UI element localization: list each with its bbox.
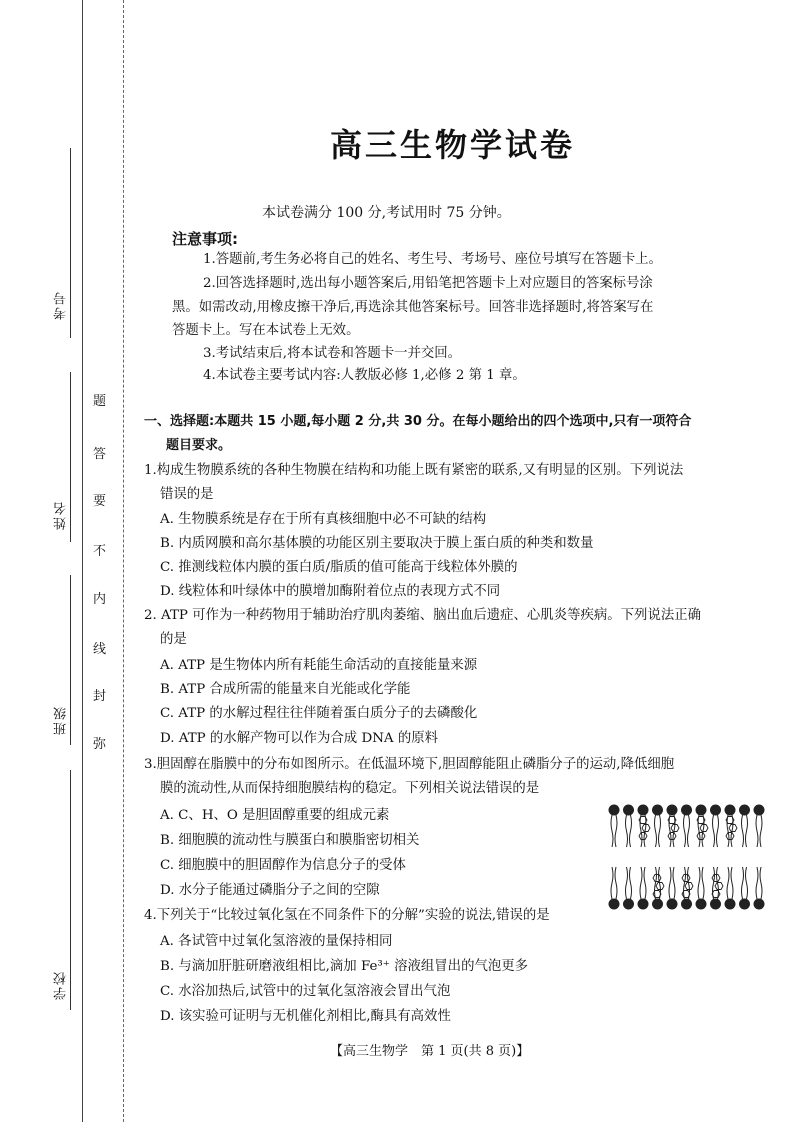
phospholipid-tail — [611, 867, 613, 899]
phospholipid-head — [638, 805, 649, 816]
cholesterol-ring — [668, 833, 676, 840]
phospholipid-tail — [669, 867, 671, 899]
phospholipid-tail — [630, 815, 632, 847]
question-option: A. C、H、O 是胆固醇重要的组成元素 — [160, 808, 390, 823]
phospholipid-head — [696, 805, 707, 816]
page-footer: 【高三生物学 第 1 页(共 8 页)】 — [330, 1044, 530, 1059]
question-option: C. 水浴加热后,试管中的过氧化氢溶液会冒出气泡 — [160, 984, 451, 999]
phospholipid-tail — [684, 815, 686, 847]
phospholipid-tail — [655, 867, 657, 899]
phospholipid-tail — [611, 815, 613, 847]
binding-solid-line — [82, 0, 83, 1122]
question-stem: 的是 — [160, 632, 187, 647]
question-option: D. 水分子能通过磷脂分子之间的空隙 — [160, 883, 380, 898]
cholesterol-ring — [697, 833, 705, 840]
seal-word: 题 — [93, 394, 107, 409]
phospholipid-tail — [717, 815, 719, 847]
binding-dashed-line — [123, 0, 124, 1122]
phospholipid-tail — [756, 867, 758, 899]
question-option: B. 与滴加肝脏研磨液组相比,滴加 Fe³⁺ 溶液组冒出的气泡更多 — [160, 959, 529, 974]
phospholipid-tail — [731, 815, 733, 847]
phospholipid-tail — [684, 867, 686, 899]
question-option: D. ATP 的水解产物可以作为合成 DNA 的原料 — [160, 731, 439, 746]
question-option: B. 内质网膜和高尔基体膜的功能区别主要取决于膜上蛋白质的种类和数量 — [160, 536, 594, 551]
phospholipid-tail — [746, 815, 748, 847]
phospholipid-tail — [630, 867, 632, 899]
notice-line: 4.本试卷主要考试内容:人教版必修 1,必修 2 第 1 章。 — [203, 368, 526, 383]
notice-line: 1.答题前,考生务必将自己的姓名、考生号、考场号、座位号填写在答题卡上。 — [203, 252, 662, 267]
phospholipid-head — [710, 805, 721, 816]
exam-subtitle: 本试卷满分 100 分,考试用时 75 分钟。 — [262, 205, 511, 221]
notice-line: 2.回答选择题时,选出每小题答案后,用铅笔把答题卡上对应题目的答案标号涂 — [203, 276, 653, 291]
exam-number-line — [70, 148, 71, 338]
phospholipid-tail — [688, 815, 690, 847]
cholesterol-ring — [726, 833, 734, 840]
section-heading: 一、选择题:本题共 15 小题,每小题 2 分,共 30 分。在每小题给出的四个选项中,只有一项符合 — [144, 414, 692, 429]
cholesterol-ring — [639, 833, 647, 840]
phospholipid-tail — [702, 815, 704, 847]
seal-word: 线 — [93, 642, 107, 657]
question-option: B. ATP 合成所需的能量来自光能或化学能 — [160, 682, 411, 697]
phospholipid-tail — [702, 867, 704, 899]
notice-line: 黑。如需改动,用橡皮擦干净后,再选涂其他答案标号。回答非选择题时,将答案写在 — [172, 300, 654, 315]
phospholipid-head — [754, 805, 765, 816]
phospholipid-head — [652, 899, 663, 910]
phospholipid-tail — [644, 815, 646, 847]
phospholipid-tail — [615, 815, 617, 847]
phospholipid-head — [609, 805, 620, 816]
phospholipid-head — [725, 899, 736, 910]
page-title: 高三生物学试卷 — [330, 126, 576, 164]
binding-strip — [0, 0, 130, 1122]
question-option: D. 线粒体和叶绿体中的膜增加酶附着位点的表现方式不同 — [160, 584, 501, 599]
phospholipid-tail — [659, 867, 661, 899]
phospholipid-head — [609, 899, 620, 910]
seal-word: 内 — [93, 592, 107, 607]
school-label: 学校 — [54, 970, 69, 1000]
question-stem: 膜的流动性,从而保持细胞膜结构的稳定。下列相关说法错误的是 — [160, 781, 540, 796]
question-option: C. 推测线粒体内膜的蛋白质/脂质的值可能高于线粒体外膜的 — [160, 560, 518, 575]
phospholipid-tail — [742, 815, 744, 847]
question-stem: 1.构成生物膜系统的各种生物膜在结构和功能上既有紧密的联系,又有明显的区别。下列说法 — [144, 463, 684, 478]
phospholipid-tail — [698, 815, 700, 847]
cholesterol-ring — [712, 875, 720, 882]
phospholipid-tail — [760, 815, 762, 847]
phospholipid-tail — [727, 815, 729, 847]
question-option: A. ATP 是生物体内所有耗能生命活动的直接能量来源 — [160, 658, 478, 673]
phospholipid-head — [710, 899, 721, 910]
school-line — [70, 770, 71, 1010]
phospholipid-head — [638, 899, 649, 910]
phospholipid-tail — [760, 867, 762, 899]
phospholipid-tail — [626, 815, 628, 847]
phospholipid-head — [667, 805, 678, 816]
question-stem: 2. ATP 可作为一种药物用于辅助治疗肌肉萎缩、脑出血后遗症、心肌炎等疾病。下列说法正确 — [144, 608, 702, 623]
phospholipid-tail — [673, 815, 675, 847]
class-line — [70, 575, 71, 745]
cholesterol-ring — [653, 875, 661, 882]
phospholipid-tail — [746, 867, 748, 899]
seal-word: 不 — [93, 544, 107, 559]
question-stem: 错误的是 — [160, 487, 214, 502]
seal-word: 答 — [93, 447, 107, 462]
phospholipid-tail — [669, 815, 671, 847]
seal-word: 弥 — [93, 737, 107, 752]
cholesterol-ring — [715, 883, 723, 890]
phospholipid-head — [623, 805, 634, 816]
notice-heading: 注意事项: — [172, 230, 238, 248]
notice-line: 答题卡上。写在本试卷上无效。 — [172, 323, 360, 338]
phospholipid-head — [681, 805, 692, 816]
phospholipid-head — [725, 805, 736, 816]
phospholipid-tail — [659, 815, 661, 847]
phospholipid-head — [739, 805, 750, 816]
phospholipid-head — [623, 899, 634, 910]
question-stem: 3.胆固醇在脂膜中的分布如图所示。在低温环境下,胆固醇能阻止磷脂分子的运动,降低细胞 — [144, 757, 675, 772]
phospholipid-head — [681, 899, 692, 910]
phospholipid-tail — [731, 867, 733, 899]
seal-word: 封 — [93, 689, 107, 704]
class-label: 班级 — [54, 705, 69, 735]
cholesterol-ring — [682, 875, 690, 882]
phospholipid-tail — [713, 867, 715, 899]
phospholipid-tail — [688, 867, 690, 899]
phospholipid-head — [667, 899, 678, 910]
question-option: A. 生物膜系统是存在于所有真核细胞中必不可缺的结构 — [160, 512, 487, 527]
phospholipid-head — [754, 899, 765, 910]
membrane-figure — [606, 802, 766, 912]
question-stem: 4.下列关于“比较过氧化氢在不同条件下的分解”实验的说法,错误的是 — [144, 908, 550, 923]
phospholipid-tail — [698, 867, 700, 899]
question-option: A. 各试管中过氧化氢溶液的量保持相同 — [160, 934, 393, 949]
phospholipid-head — [696, 899, 707, 910]
question-option: C. 细胞膜中的胆固醇作为信息分子的受体 — [160, 858, 406, 873]
section-heading-cont: 题目要求。 — [166, 438, 232, 453]
phospholipid-tail — [644, 867, 646, 899]
phospholipid-tail — [673, 867, 675, 899]
phospholipid-tail — [756, 815, 758, 847]
phospholipid-tail — [655, 815, 657, 847]
phospholipid-tail — [640, 867, 642, 899]
phospholipid-tail — [640, 815, 642, 847]
phospholipid-head — [739, 899, 750, 910]
name-line — [70, 372, 71, 542]
question-option: C. ATP 的水解过程往往伴随着蛋白质分子的去磷酸化 — [160, 706, 478, 721]
exam-number-label: 考号 — [54, 290, 69, 320]
phospholipid-tail — [713, 815, 715, 847]
phospholipid-tail — [727, 867, 729, 899]
name-label: 姓名 — [54, 500, 69, 530]
notice-line: 3.考试结束后,将本试卷和答题卡一并交回。 — [203, 346, 462, 361]
phospholipid-tail — [626, 867, 628, 899]
seal-word: 要 — [93, 494, 107, 509]
question-option: B. 细胞膜的流动性与膜蛋白和膜脂密切相关 — [160, 833, 420, 848]
phospholipid-tail — [742, 867, 744, 899]
phospholipid-tail — [615, 867, 617, 899]
question-option: D. 该实验可证明与无机催化剂相比,酶具有高效性 — [160, 1009, 451, 1024]
phospholipid-head — [652, 805, 663, 816]
